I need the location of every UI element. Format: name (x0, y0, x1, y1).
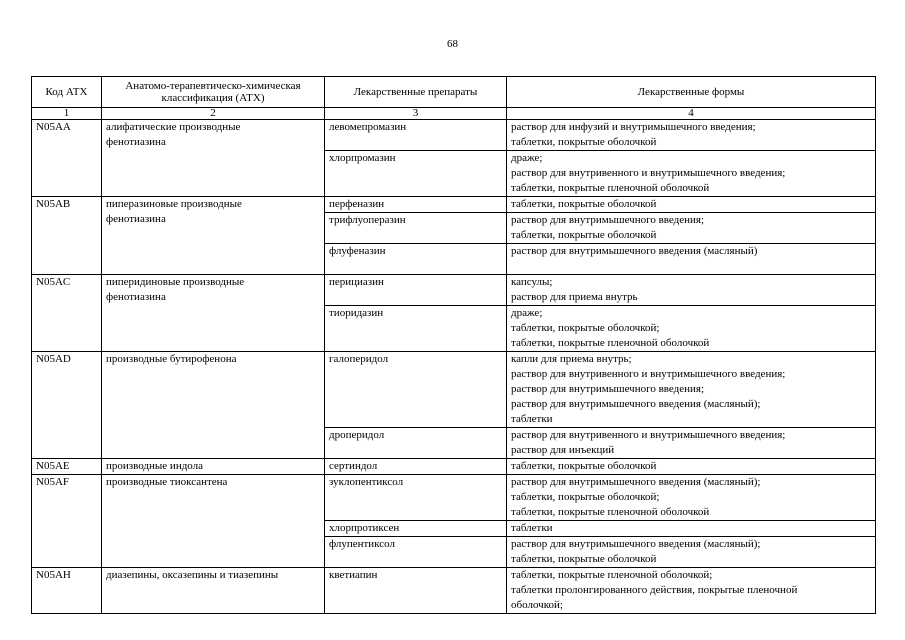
classification-line: алифатические производные (106, 121, 241, 133)
dosage-form-line: раствор для внутримышечного введения; (511, 383, 705, 395)
drug-name: галоперидол (325, 352, 507, 428)
dosage-form-line: таблетки, покрытые оболочкой (511, 553, 657, 565)
dosage-forms (507, 275, 876, 306)
dosage-forms (507, 213, 876, 244)
table-body (32, 120, 876, 614)
dosage-form-line: таблетки, покрытые пленочной оболочкой; (511, 569, 713, 581)
atx-classification (102, 120, 325, 197)
dosage-forms (507, 459, 876, 475)
atx-code: N05AB (32, 197, 102, 275)
drug-name: флуфеназин (325, 244, 507, 275)
drug-name: дроперидол (325, 428, 507, 459)
table-row (32, 568, 876, 614)
dosage-form-line: раствор для внутривенного и внутримышечного введения; (511, 368, 786, 380)
classification-line: пиперазиновые производные (106, 198, 242, 210)
header-classification: Анатомо-терапевтическо-химическая классификация (АТХ) (102, 77, 325, 108)
dosage-forms (507, 475, 876, 521)
dosage-form-line: раствор для инфузий и внутримышечного введения; (511, 121, 756, 133)
drug-name: хлорпромазин (325, 151, 507, 197)
atx-classification (102, 568, 325, 614)
dosage-form-line: таблетки, покрытые оболочкой (511, 198, 657, 210)
column-number: 4 (507, 108, 876, 120)
dosage-form-line: таблетки (511, 413, 553, 425)
table-row (32, 120, 876, 151)
dosage-form-line: таблетки, покрытые пленочной оболочкой (511, 182, 710, 194)
dosage-form-line: таблетки, покрытые оболочкой; (511, 322, 660, 334)
table-row (32, 352, 876, 428)
drug-name: перфеназин (325, 197, 507, 213)
dosage-form-line: капли для приема внутрь; (511, 353, 632, 365)
dosage-forms (507, 537, 876, 568)
drug-name: флупентиксол (325, 537, 507, 568)
table-row (32, 475, 876, 521)
page-number: 68 (447, 38, 458, 50)
dosage-form-line: раствор для приема внутрь (511, 291, 638, 303)
atx-code: N05AD (32, 352, 102, 459)
drug-name: зуклопентиксол (325, 475, 507, 521)
header-drugs: Лекарственные препараты (325, 77, 507, 108)
dosage-form-line: оболочкой; (511, 599, 563, 611)
atx-classification (102, 275, 325, 352)
dosage-forms (507, 352, 876, 428)
table-row (32, 275, 876, 306)
atx-classification (102, 197, 325, 275)
dosage-forms (507, 521, 876, 537)
classification-line: пиперидиновые производные (106, 276, 245, 288)
dosage-form-line: капсулы; (511, 276, 553, 288)
drug-name: кветиапин (325, 568, 507, 614)
drug-name: сертиндол (325, 459, 507, 475)
dosage-forms (507, 244, 876, 275)
dosage-form-line: раствор для внутримышечного введения (масляный); (511, 398, 761, 410)
dosage-form-line: таблетки, покрытые оболочкой (511, 229, 657, 241)
classification-line: фенотиазина (106, 136, 166, 148)
atx-classification (102, 459, 325, 475)
dosage-forms (507, 306, 876, 352)
classification-line: производные тиоксантена (106, 476, 228, 488)
classification-line: производные бутирофенона (106, 353, 237, 365)
drug-name: левомепромазин (325, 120, 507, 151)
atx-code: N05AC (32, 275, 102, 352)
classification-line: фенотиазина (106, 291, 166, 303)
dosage-form-line: раствор для внутримышечного введения (масляный); (511, 476, 761, 488)
dosage-form-line: раствор для внутримышечного введения (масляный) (511, 245, 758, 257)
dosage-form-line: таблетки, покрытые оболочкой; (511, 491, 660, 503)
dosage-form-line: раствор для внутримышечного введения (масляный); (511, 538, 761, 550)
dosage-form-line: таблетки, покрытые пленочной оболочкой (511, 337, 710, 349)
dosage-forms (507, 197, 876, 213)
dosage-forms (507, 120, 876, 151)
header-forms: Лекарственные формы (507, 77, 876, 108)
dosage-form-line: таблетки, покрытые оболочкой (511, 460, 657, 472)
dosage-form-line: таблетки пролонгированного действия, покрытые пленочной (511, 584, 798, 596)
classification-line: фенотиазина (106, 213, 166, 225)
header-row (32, 77, 876, 108)
column-number: 3 (325, 108, 507, 120)
classification-line: производные индола (106, 460, 204, 472)
dosage-forms (507, 568, 876, 614)
classification-line: диазепины, оксазепины и тиазепины (106, 569, 279, 581)
atx-code: N05AH (32, 568, 102, 614)
atx-classification (102, 475, 325, 568)
dosage-form-line: драже; (511, 307, 543, 319)
atx-code: N05AA (32, 120, 102, 197)
atx-classification (102, 352, 325, 459)
dosage-form-line: раствор для инъекций (511, 444, 615, 456)
table-row (32, 197, 876, 213)
dosage-form-line: раствор для внутривенного и внутримышечного введения; (511, 429, 786, 441)
column-number: 2 (102, 108, 325, 120)
drug-name: хлорпротиксен (325, 521, 507, 537)
column-number: 1 (32, 108, 102, 120)
drug-name: перициазин (325, 275, 507, 306)
atx-table (31, 76, 876, 614)
table-row (32, 459, 876, 475)
dosage-form-line: раствор для внутривенного и внутримышечного введения; (511, 167, 786, 179)
header-code: Код АТХ (32, 77, 102, 108)
atx-code: N05AF (32, 475, 102, 568)
drug-name: трифлуоперазин (325, 213, 507, 244)
dosage-forms (507, 151, 876, 197)
dosage-form-line: таблетки (511, 522, 553, 534)
atx-code: N05AE (32, 459, 102, 475)
drug-name: тиоридазин (325, 306, 507, 352)
dosage-forms (507, 428, 876, 459)
dosage-form-line: раствор для внутримышечного введения; (511, 214, 705, 226)
dosage-form-line: таблетки, покрытые пленочной оболочкой (511, 506, 710, 518)
dosage-form-line: драже; (511, 152, 543, 164)
column-number-row (32, 108, 876, 120)
dosage-form-line: таблетки, покрытые оболочкой (511, 136, 657, 148)
